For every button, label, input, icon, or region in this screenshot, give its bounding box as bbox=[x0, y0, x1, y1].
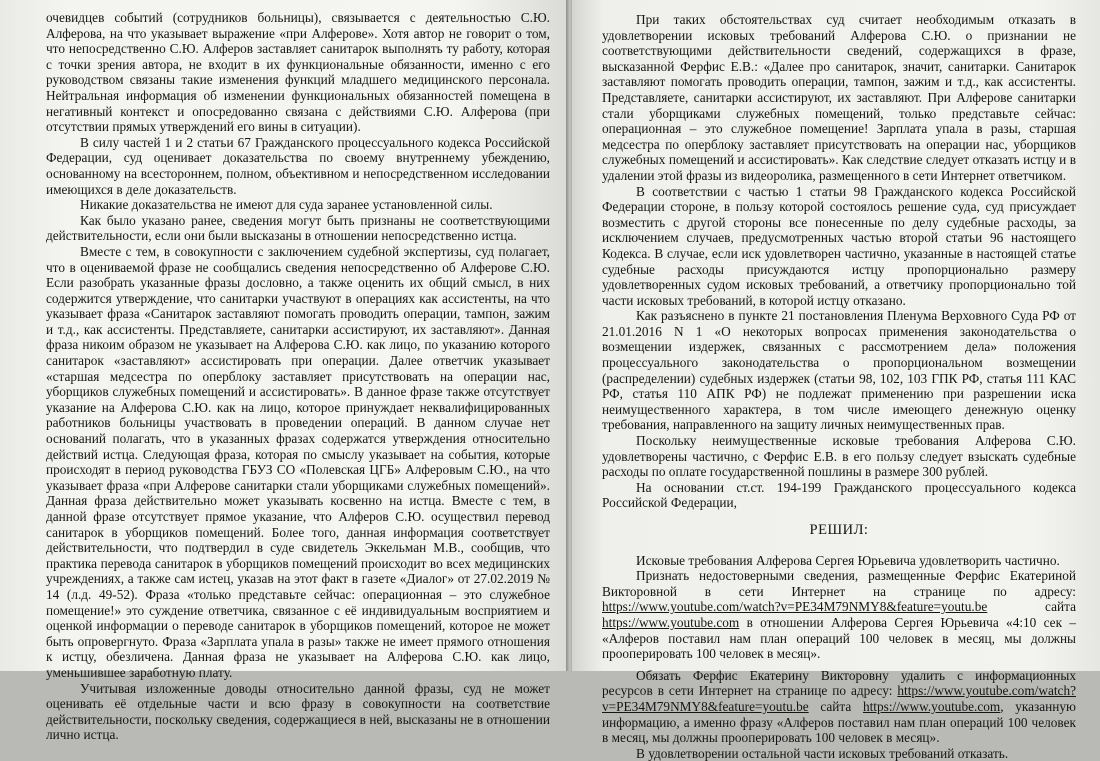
paragraph-text: Обязать Ферфис Екатерину Викторовну удалить с информационных ресурсов в сети Интернет на странице по адресу: bbox=[602, 667, 1076, 699]
paragraph: В удовлетворении остальной части исковых требований отказать. bbox=[636, 745, 1009, 761]
paragraph: Поскольку неимущественные исковые требования Алферова С.Ю. удовлетворены частично, с Ферфис Е.В. в его пользу следует взыскать судебные расходы по оплате государственной пошлины в размере 300 рублей. bbox=[602, 433, 1076, 480]
site-link[interactable]: https://www.youtube.com bbox=[602, 614, 740, 630]
paragraph: В соответствии с частью 1 статьи 98 Гражданского кодекса Российской Федерации стороне, в пользу которой состоялось решение суда, суд присуждает возместить с другой стороны все понесенные по делу судебные расходы, за исключением случаев, предусмотренных частью второй статьи 96 настоящего Кодекса. В случае, если иск удовлетворен частично, указанные в настоящей статье судебные расходы присуждаются истцу пропорционально размеру удовлетворенных судом исковых требований, а ответчику пропорционально той части исковых требований, в которой истцу отказано. bbox=[602, 183, 1076, 308]
paragraph: На основании ст.ст. 194-199 Гражданского процессуального кодекса Российской Федерации, bbox=[602, 479, 1076, 511]
paragraph: При таких обстоятельствах суд считает необходимым отказать в удовлетворении исковых требований Алферова С.Ю. о признании не соответствующими действительности сведений, содержащихся в фразе, высказанной Ферфис Е.В.: «Далее про санитарок, значит, санитарки. Санитарок заставляют помогать проводить операции, тампон, зажим и т.д., как ассистенты. Представляете, санитарки ассистируют, их заставляют. При Алферове санитарки стали уборщиками служебных помещений, только представьте сейчас: операционная – это служебное помещение! Зарплата упала в разы, старшая медсестра по оперблоку заставляет присутствовать на операции нас, уборщиков служебных помещений и ассистировать». Как следствие следует отказать истцу и в удалении этой фразы из видеоролика, размещенного в сети Интернет ответчиком. bbox=[602, 12, 1076, 183]
paragraph bbox=[602, 568, 1076, 662]
paragraph-text: сайта bbox=[987, 599, 1076, 615]
paragraph: очевидцев событий (сотрудников больницы), связывается с деятельностью С.Ю. Алферова, на что указывает выражение «при Алферове». Хотя автор не говорит о том, что непосредственно С.Ю. Алферов заставляет санитарок выполнять ту работу, которая с точки зрения автора, не входит в их функциональные обязанности, именно с его руководством связаны такие изменения функций младшего медицинского персонала. Нейтральная информация об изменении функциональных обязанностей помещена в негативный контекст и опосредованно связана с действиями С.Ю. Алферова (при отсутствии прямых утверждений его вины в ситуации). bbox=[46, 10, 550, 135]
paragraph: Как было указано ранее, сведения могут быть признаны не соответствующими действительности, если они были высказаны в отношении непосредственно истца. bbox=[46, 212, 550, 244]
decision-title: РЕШИЛ: bbox=[809, 522, 869, 538]
video-link[interactable]: https://www.youtube.com/watch?v=PE34M79NMY8&feature=youtu.be bbox=[602, 683, 1077, 714]
paragraph-text: , указанную информацию, а именно фразу «Алферов поставил нам план операций 100 человек в месяц, мы должны прооперировать 100 человек в месяц». bbox=[602, 698, 1076, 746]
site-link[interactable]: https://www.youtube.com bbox=[862, 698, 1001, 714]
paragraph: Учитывая изложенные доводы относительно данной фразы, суд не может оценивать её отдельные части и всю фразу в совокупности на соответствие действительности, поскольку сведения, содержащиеся в ней, высказаны не в отношении лично истца. bbox=[46, 680, 550, 743]
paragraph: Никакие доказательства не имеют для суда заранее установленной силы. bbox=[80, 197, 493, 213]
paragraph: Вместе с тем, в совокупности с заключением судебной экспертизы, суд полагает, что в оцениваемой фразе не сообщались сведения непосредственно об Алферове С.Ю. Если разобрать указанные фразы дословно, а также оценить их общий смысл, в них содержится утверждение, что санитарки участвуют в операциях как ассистенты, на что указывает фраза «Санитарок заставляют помогать проводить операции, тампон, зажим и т.д., как ассистенты. Представляете, санитарки ассистируют, их заставляют». Данная фраза никоим образом не указывает на Алферова С.Ю. как лицо, по указанию которого санитарок «заставляют» ассистировать при операции. Далее ответчик указывает «старшая медсестра по оперблоку заставляет присутствовать на операции нас, уборщиков служебных помещений и ассистировать». В данное фразе также отсутствует указание на Алферова С.Ю. как на лицо, которое принуждает неквалифицированных работников больницы участвовать в проведении операций. В данном случае нет оснований полагать, что в указанных фразах содержатся утверждения относительно действий истца. Следующая фраза, которая по смыслу указывает на события, которые происходят в период руководства ГБУЗ СО «Полевская ЦГБ» Алферовым С.Ю., на что указывает фраза «при Алферове санитарки стали уборщиками служебных помещений». Данная фраза действительно может указывать косвенно на истца. Вместе с тем, в данной фразе отсутствует прямое указание, что Алферов С.Ю. осуществил перевод санитарок в уборщиков помещений. Более того, данная информация соответствует действительности, что подтвердил в суде свидетель Эккельман М.В., сообщив, что практика перевода санитарок в уборщиков помещений происходит во всех медицинских учреждениях, а также сам истец, указав на этот факт в газете «Диалог» от 27.02.2019 № 14 (л.д. 49-52). Фраза «только представьте сейчас: операционная – это служебное помещение!» это суждение ответчика, связанное с её индивидуальным восприятием и оценкой информации о переводе санитарок в уборщиков помещений, которое не может быть опровергнуто. Фраза «Зарплата упала в разы» также не имеет прямого отношения к истцу, обезличена. Данная фраза не указывает на Алферова С.Ю. как лицо, уменьшившее заработную плату. bbox=[46, 243, 550, 680]
paragraph-text: сайта bbox=[808, 698, 863, 714]
paragraph: Исковые требования Алферова Сергея Юрьевича удовлетворить частично. bbox=[636, 552, 1060, 568]
paragraph-text: в отношении Алферова Сергея Юрьевича «4:10 сек – «Алферов поставил нам план операций 100 человек в месяц, мы должны прооперировать 100 человек в месяц». bbox=[602, 614, 1076, 662]
right-page bbox=[572, 0, 1100, 761]
paragraph: Как разъяснено в пункте 21 постановления Пленума Верховного Суда РФ от 21.01.2016 N 1 «О некоторых вопросах применения законодательства о возмещении издержек, связанных с рассмотрением дела» положения процессуального законодательства о пропорциональном возмещении (распределении) судебных издержек (статьи 98, 102, 103 ГПК РФ, статья 111 КАС РФ, статья 110 АПК РФ) не подлежат применению при разрешении иска неимущественного характера, в том числе имеющего денежную оценку требования, направленного на защиту личных неимущественных прав. bbox=[602, 308, 1076, 433]
paragraph: В силу частей 1 и 2 статьи 67 Гражданского процессуального кодекса Российской Федерации, суд оценивает доказательства по своему внутреннему убеждению, основанному на всестороннем, полном, объективном и непосредственном исследовании имеющихся в деле доказательств. bbox=[46, 134, 550, 197]
paragraph bbox=[602, 668, 1076, 746]
video-link[interactable]: https://www.youtube.com/watch?v=PE34M79NMY8&feature=youtu.be bbox=[602, 599, 988, 615]
paragraph-text: Признать недостоверными сведения, размещенные Ферфис Екатериной Викторовной в сети Интернет на странице по адресу: bbox=[602, 568, 1076, 599]
